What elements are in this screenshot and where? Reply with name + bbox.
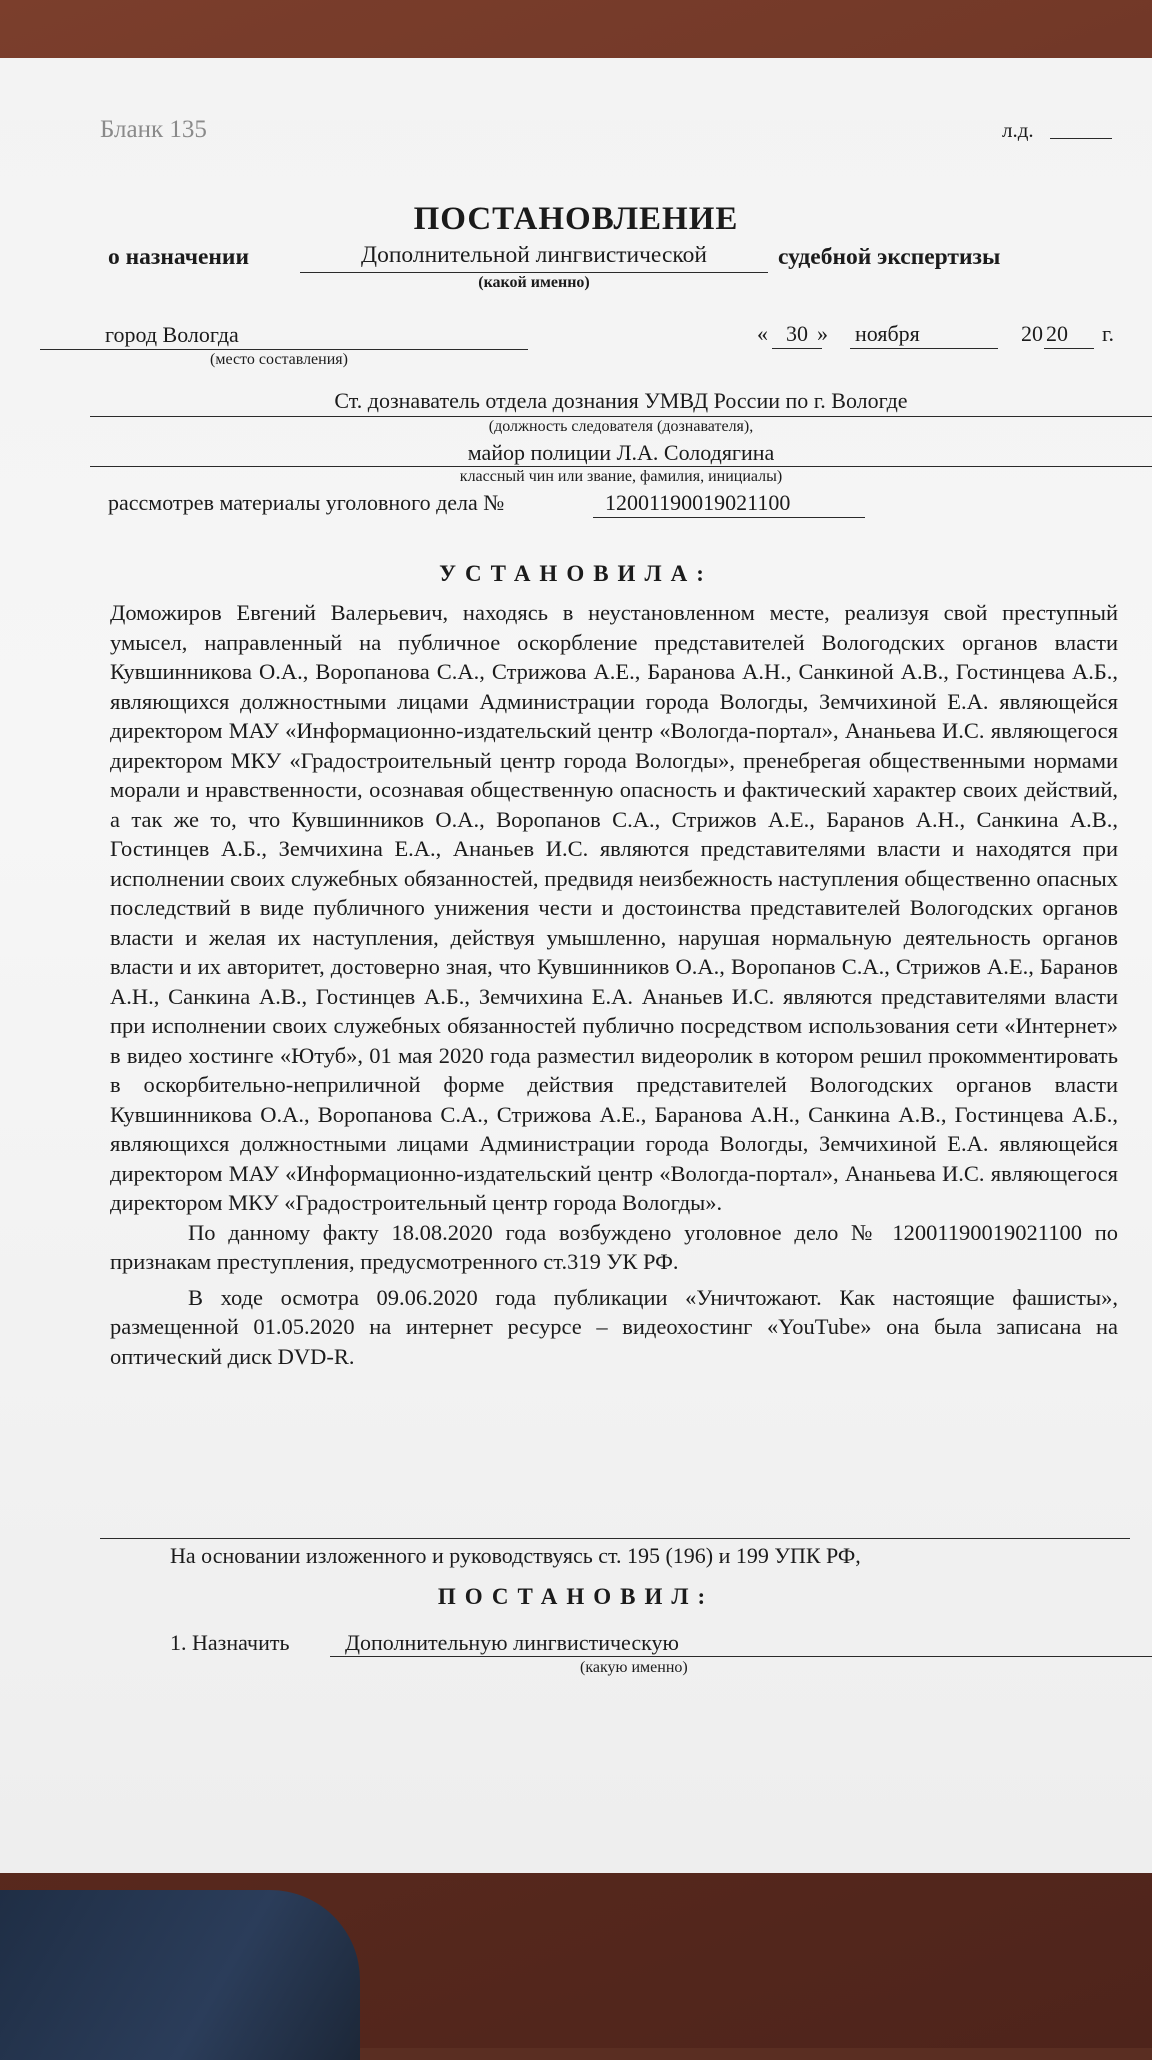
separator-line <box>100 1538 1130 1539</box>
city-line <box>40 349 528 350</box>
date-close-quote: » <box>817 321 828 346</box>
city-hint: (место составления) <box>210 351 348 368</box>
resolution-basis: На основании изложенного и руководствуясь ст. 195 (196) и 199 УПК РФ, <box>170 1543 861 1568</box>
date-month-line <box>850 348 998 349</box>
established-paragraph-2: По данному факту 18.08.2020 года возбуждено уголовное дело № 12001190019021100 по признакам преступления, предусмотренного ст.319 УК РФ. <box>110 1219 1118 1274</box>
official-rank-line <box>90 466 1152 467</box>
date-year-prefix: 20 <box>1021 321 1043 346</box>
resolution-item-1-hint: (какую именно) <box>580 1659 688 1676</box>
subtitle-prefix: о назначении <box>108 244 250 270</box>
expertise-type-hint: (какой именно) <box>478 274 590 291</box>
date-open-quote: « <box>757 321 768 346</box>
date-day-line <box>772 348 822 349</box>
established-paragraph-1: Доможиров Евгений Валерьевич, находясь в неустановленном месте, реализуя свой преступный умысел, направленный на публичное оскорбление представителей Вологодских органов власти Кувшинникова О.А., Воропанова С.А., Стрижова А.Е., Баранова А.Н., Санкиной А.В., Гостинцева А.Б., являющихся должностными лицами Администрации города Вологды, Земчихиной Е.А. являющейся директором МАУ «Информационно-издательский центр «Вологда-портал», Ананьева И.С. являющегося директором МКУ «Градостроительный центр города Вологды», пренебрегая общественными нормами морали и нравственности, осознавая общественную опасность и фактический характер своих действий, а так же то, что Кувшинников О.А., Воропанов С.А., Стрижов А.Е., Баранов А.Н., Санкина А.В., Гостинцев А.Б., Земчихина Е.А., Ананьев И.С. являются представителями власти и находятся при исполнении своих служебных обязанностей, предвидя неизбежность наступления общественно опасных последствий в виде публичного унижения чести и достоинства представителей Вологодских органов власти и желая их наступления, действуя умышленно, нарушая нормальную деятельность органов власти и их авторитет, достоверно зная, что Кувшинников О.А., Воропанов С.А., Стрижов А.Е., Баранов А.Н., Санкина А.В., Гостинцев А.Б., Земчихина Е.А. Ананьев И.С. являются представителями власти при исполнении своих служебных обязанностей публично посредством использования сети «Интернет» в видео хостинге «Ютуб», 01 мая 2020 года разместил видеоролик в котором решил прокомментировать в оскорбительно-неприличной форме действия представителей Вологодских органов власти Кувшинникова О.А., Воропанова С.А., Стрижова А.Е., Баранова А.Н., Санкина А.В., Гостинцева А.Б., являющихся должностными лицами Администрации города Вологды, Земчихиной Е.А. являющейся директором МАУ «Информационно-издательский центр «Вологда-портал», Ананьева И.С. являющегося директором МКУ «Градостроительный центр города Вологды». <box>110 600 1118 1215</box>
established-heading: УСТАНОВИЛА: <box>439 561 713 586</box>
official-position-line <box>90 416 1152 417</box>
expertise-type-line <box>300 272 768 273</box>
document-title: ПОСТАНОВЛЕНИЕ <box>413 201 739 237</box>
date-month: ноября <box>855 321 920 346</box>
resolution-item-1-label: 1. Назначить <box>170 1630 290 1655</box>
subtitle-suffix: судебной экспертизы <box>778 244 1001 270</box>
official-position: Ст. дознаватель отдела дознания УМВД России по г. Вологде <box>334 388 908 413</box>
resolution-item-1-line <box>330 1656 1152 1657</box>
date-day: 30 <box>786 321 808 346</box>
blue-object-corner <box>0 1890 360 2060</box>
expertise-type: Дополнительной лингвистической <box>361 242 707 268</box>
case-label: рассмотрев материалы уголовного дела № <box>108 490 505 515</box>
date-year-suffix: 20 <box>1046 321 1068 346</box>
date-year-line <box>1044 348 1094 349</box>
document-page <box>0 58 1152 1873</box>
official-position-hint: (должность следователя (дознавателя), <box>488 418 754 435</box>
date-year-letter: г. <box>1102 321 1115 346</box>
case-number-line <box>593 517 865 518</box>
case-number: 12001190019021100 <box>605 490 791 515</box>
sheet-label: л.д. <box>1002 118 1034 142</box>
resolution-item-1-value: Дополнительную лингвистическую <box>345 1630 679 1655</box>
established-paragraph-3: В ходе осмотра 09.06.2020 года публикации «Уничтожают. Как настоящие фашисты», размещенной 01.05.2020 на интернет ресурсе – видеохостинг «YouTube» она была записана на оптический диск DVD-R. <box>110 1284 1118 1369</box>
city: город Вологда <box>105 322 239 347</box>
resolution-heading: ПОСТАНОВИЛ: <box>437 1584 715 1609</box>
official-rank-hint: классный чин или звание, фамилия, инициалы) <box>459 468 783 485</box>
established-body <box>110 598 1118 1371</box>
official-rank-name: майор полиции Л.А. Солодягина <box>467 440 775 465</box>
blank-number: Бланк 135 <box>100 116 207 143</box>
sheet-number-line <box>1050 138 1112 139</box>
